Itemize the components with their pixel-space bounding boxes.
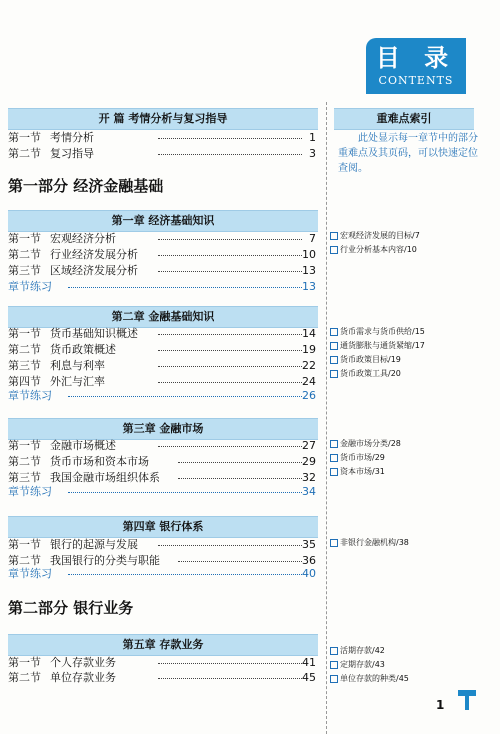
practice-entry[interactable] bbox=[8, 279, 318, 295]
key-point-label: 定期存款/43 bbox=[340, 660, 385, 669]
toc-entry[interactable] bbox=[8, 537, 318, 553]
toc-entry[interactable] bbox=[8, 438, 318, 454]
practice-label: 章节练习 bbox=[8, 485, 52, 498]
section-title: 利息与利率 bbox=[50, 359, 105, 372]
page-number: 27 bbox=[302, 439, 316, 452]
toc-entry[interactable] bbox=[8, 263, 318, 279]
checkbox-icon bbox=[330, 539, 338, 547]
section-number: 第二节 bbox=[8, 554, 41, 567]
key-point-label: 货币市场/29 bbox=[340, 453, 385, 462]
key-point-label: 行业分析基本内容/10 bbox=[340, 245, 417, 254]
page-number: 24 bbox=[302, 375, 316, 388]
page-number: 7 bbox=[309, 232, 316, 245]
toc-entry[interactable] bbox=[8, 146, 318, 162]
practice-entry[interactable] bbox=[8, 484, 318, 500]
key-point-item[interactable] bbox=[330, 437, 480, 451]
leader-dots bbox=[158, 138, 302, 139]
chapter-bar: 第四章 银行体系 bbox=[8, 516, 318, 538]
section-number: 第一节 bbox=[8, 538, 41, 551]
key-point-label: 非银行金融机构/38 bbox=[340, 538, 409, 547]
section-title: 货币政策概述 bbox=[50, 343, 116, 356]
key-point-label: 金融市场分类/28 bbox=[340, 439, 401, 448]
checkbox-icon bbox=[330, 661, 338, 669]
page-footer-number: 1 bbox=[436, 698, 445, 712]
key-point-label: 宏观经济发展的目标/7 bbox=[340, 231, 420, 240]
key-point-label: 货币政策工具/20 bbox=[340, 369, 401, 378]
section-number: 第二节 bbox=[8, 147, 41, 160]
key-point-item[interactable] bbox=[330, 536, 480, 550]
checkbox-icon bbox=[330, 468, 338, 476]
key-points-description: 此处显示每一章节中的部分重难点及其页码，可以快速定位查阅。 bbox=[338, 133, 478, 174]
contents-header bbox=[366, 38, 466, 94]
key-point-item[interactable] bbox=[330, 367, 480, 381]
section-title: 区域经济发展分析 bbox=[50, 264, 138, 277]
part-heading: 第一部分 经济金融基础 bbox=[8, 177, 164, 195]
section-number: 第四节 bbox=[8, 375, 41, 388]
leader-dots bbox=[158, 239, 302, 240]
page-number: 32 bbox=[302, 471, 316, 484]
key-points-title: 重难点索引 bbox=[334, 108, 474, 130]
section-title: 复习指导 bbox=[50, 147, 94, 160]
page-number: 1 bbox=[309, 131, 316, 144]
section-title: 单位存款业务 bbox=[50, 671, 116, 684]
toc-entry[interactable] bbox=[8, 231, 318, 247]
toc-entry[interactable] bbox=[8, 326, 318, 342]
page-number: 10 bbox=[302, 248, 316, 261]
page-number: 34 bbox=[302, 485, 316, 498]
key-point-item[interactable] bbox=[330, 325, 480, 339]
page-number: 40 bbox=[302, 567, 316, 580]
toc-entry[interactable] bbox=[8, 247, 318, 263]
page-number: 13 bbox=[302, 280, 316, 293]
leader-dots bbox=[68, 492, 302, 493]
toc-entry[interactable] bbox=[8, 670, 318, 686]
section-title: 个人存款业务 bbox=[50, 656, 116, 669]
page-number: 35 bbox=[302, 538, 316, 551]
section-number: 第三节 bbox=[8, 471, 41, 484]
leader-dots bbox=[158, 271, 302, 272]
page-number: 26 bbox=[302, 389, 316, 402]
section-title: 宏观经济分析 bbox=[50, 232, 116, 245]
toc-entry[interactable] bbox=[8, 454, 318, 470]
practice-entry[interactable] bbox=[8, 388, 318, 404]
section-title: 银行的起源与发展 bbox=[50, 538, 138, 551]
key-point-item[interactable] bbox=[330, 672, 480, 686]
page-number: 19 bbox=[302, 343, 316, 356]
key-point-item[interactable] bbox=[330, 229, 480, 243]
leader-dots bbox=[158, 678, 302, 679]
chapter-bar: 第二章 金融基础知识 bbox=[8, 306, 318, 328]
column-divider bbox=[326, 102, 327, 734]
pin-stem bbox=[465, 696, 469, 710]
section-title: 我国金融市场组织体系 bbox=[50, 471, 160, 484]
checkbox-icon bbox=[330, 356, 338, 364]
toc-entry[interactable] bbox=[8, 655, 318, 671]
key-point-item[interactable] bbox=[330, 658, 480, 672]
contents-subtitle: CONTENTS bbox=[378, 74, 454, 87]
toc-entry[interactable] bbox=[8, 130, 318, 146]
leader-dots bbox=[68, 574, 302, 575]
checkbox-icon bbox=[330, 454, 338, 462]
section-number: 第一节 bbox=[8, 656, 41, 669]
chapter-bar: 第一章 经济基础知识 bbox=[8, 210, 318, 232]
leader-dots bbox=[178, 462, 302, 463]
page-number: 41 bbox=[302, 656, 316, 669]
key-point-label: 货币政策目标/19 bbox=[340, 355, 401, 364]
section-title: 金融市场概述 bbox=[50, 439, 116, 452]
section-number: 第一节 bbox=[8, 439, 41, 452]
key-point-item[interactable] bbox=[330, 339, 480, 353]
leader-dots bbox=[158, 334, 302, 335]
checkbox-icon bbox=[330, 370, 338, 378]
leader-dots bbox=[68, 396, 302, 397]
key-point-item[interactable] bbox=[330, 465, 480, 479]
checkbox-icon bbox=[330, 647, 338, 655]
leader-dots bbox=[68, 287, 302, 288]
section-title: 行业经济发展分析 bbox=[50, 248, 138, 261]
practice-label: 章节练习 bbox=[8, 389, 52, 402]
checkbox-icon bbox=[330, 675, 338, 683]
practice-label: 章节练习 bbox=[8, 567, 52, 580]
toc-entry[interactable] bbox=[8, 342, 318, 358]
page-number: 13 bbox=[302, 264, 316, 277]
key-point-label: 资本市场/31 bbox=[340, 467, 385, 476]
leader-dots bbox=[158, 545, 302, 546]
page-number: 14 bbox=[302, 327, 316, 340]
key-point-item[interactable] bbox=[330, 451, 480, 465]
part-heading: 第二部分 银行业务 bbox=[8, 599, 134, 617]
section-number: 第二节 bbox=[8, 343, 41, 356]
practice-entry[interactable] bbox=[8, 566, 318, 582]
toc-entry[interactable] bbox=[8, 358, 318, 374]
page-number: 36 bbox=[302, 554, 316, 567]
page-number: 22 bbox=[302, 359, 316, 372]
section-title: 考情分析 bbox=[50, 131, 94, 144]
checkbox-icon bbox=[330, 246, 338, 254]
leader-dots bbox=[158, 350, 302, 351]
leader-dots bbox=[158, 382, 302, 383]
leader-dots bbox=[158, 663, 302, 664]
key-point-item[interactable] bbox=[330, 644, 480, 658]
key-point-item[interactable] bbox=[330, 353, 480, 367]
key-point-item[interactable] bbox=[330, 243, 480, 257]
section-number: 第二节 bbox=[8, 455, 41, 468]
intro-bar: 开 篇 考情分析与复习指导 bbox=[8, 108, 318, 130]
page-number: 29 bbox=[302, 455, 316, 468]
section-number: 第二节 bbox=[8, 248, 41, 261]
chapter-bar: 第五章 存款业务 bbox=[8, 634, 318, 656]
page-number: 3 bbox=[309, 147, 316, 160]
checkbox-icon bbox=[330, 342, 338, 350]
leader-dots bbox=[158, 255, 302, 256]
checkbox-icon bbox=[330, 328, 338, 336]
key-point-label: 货币需求与货币供给/15 bbox=[340, 327, 425, 336]
leader-dots bbox=[158, 154, 302, 155]
practice-label: 章节练习 bbox=[8, 280, 52, 293]
checkbox-icon bbox=[330, 232, 338, 240]
section-title: 货币基础知识概述 bbox=[50, 327, 138, 340]
section-title: 我国银行的分类与职能 bbox=[50, 554, 160, 567]
leader-dots bbox=[158, 446, 302, 447]
key-point-label: 活期存款/42 bbox=[340, 646, 385, 655]
section-number: 第三节 bbox=[8, 359, 41, 372]
section-number: 第一节 bbox=[8, 327, 41, 340]
section-number: 第一节 bbox=[8, 131, 41, 144]
section-number: 第二节 bbox=[8, 671, 41, 684]
section-title: 货币市场和资本市场 bbox=[50, 455, 149, 468]
key-point-label: 单位存款的种类/45 bbox=[340, 674, 409, 683]
section-number: 第一节 bbox=[8, 232, 41, 245]
chapter-bar: 第三章 金融市场 bbox=[8, 418, 318, 440]
page-number: 45 bbox=[302, 671, 316, 684]
leader-dots bbox=[158, 366, 302, 367]
key-point-label: 通货膨胀与通货紧缩/17 bbox=[340, 341, 425, 350]
checkbox-icon bbox=[330, 440, 338, 448]
leader-dots bbox=[178, 478, 302, 479]
contents-title: 目 录 bbox=[375, 44, 457, 72]
leader-dots bbox=[178, 561, 302, 562]
section-title: 外汇与汇率 bbox=[50, 375, 105, 388]
section-number: 第三节 bbox=[8, 264, 41, 277]
